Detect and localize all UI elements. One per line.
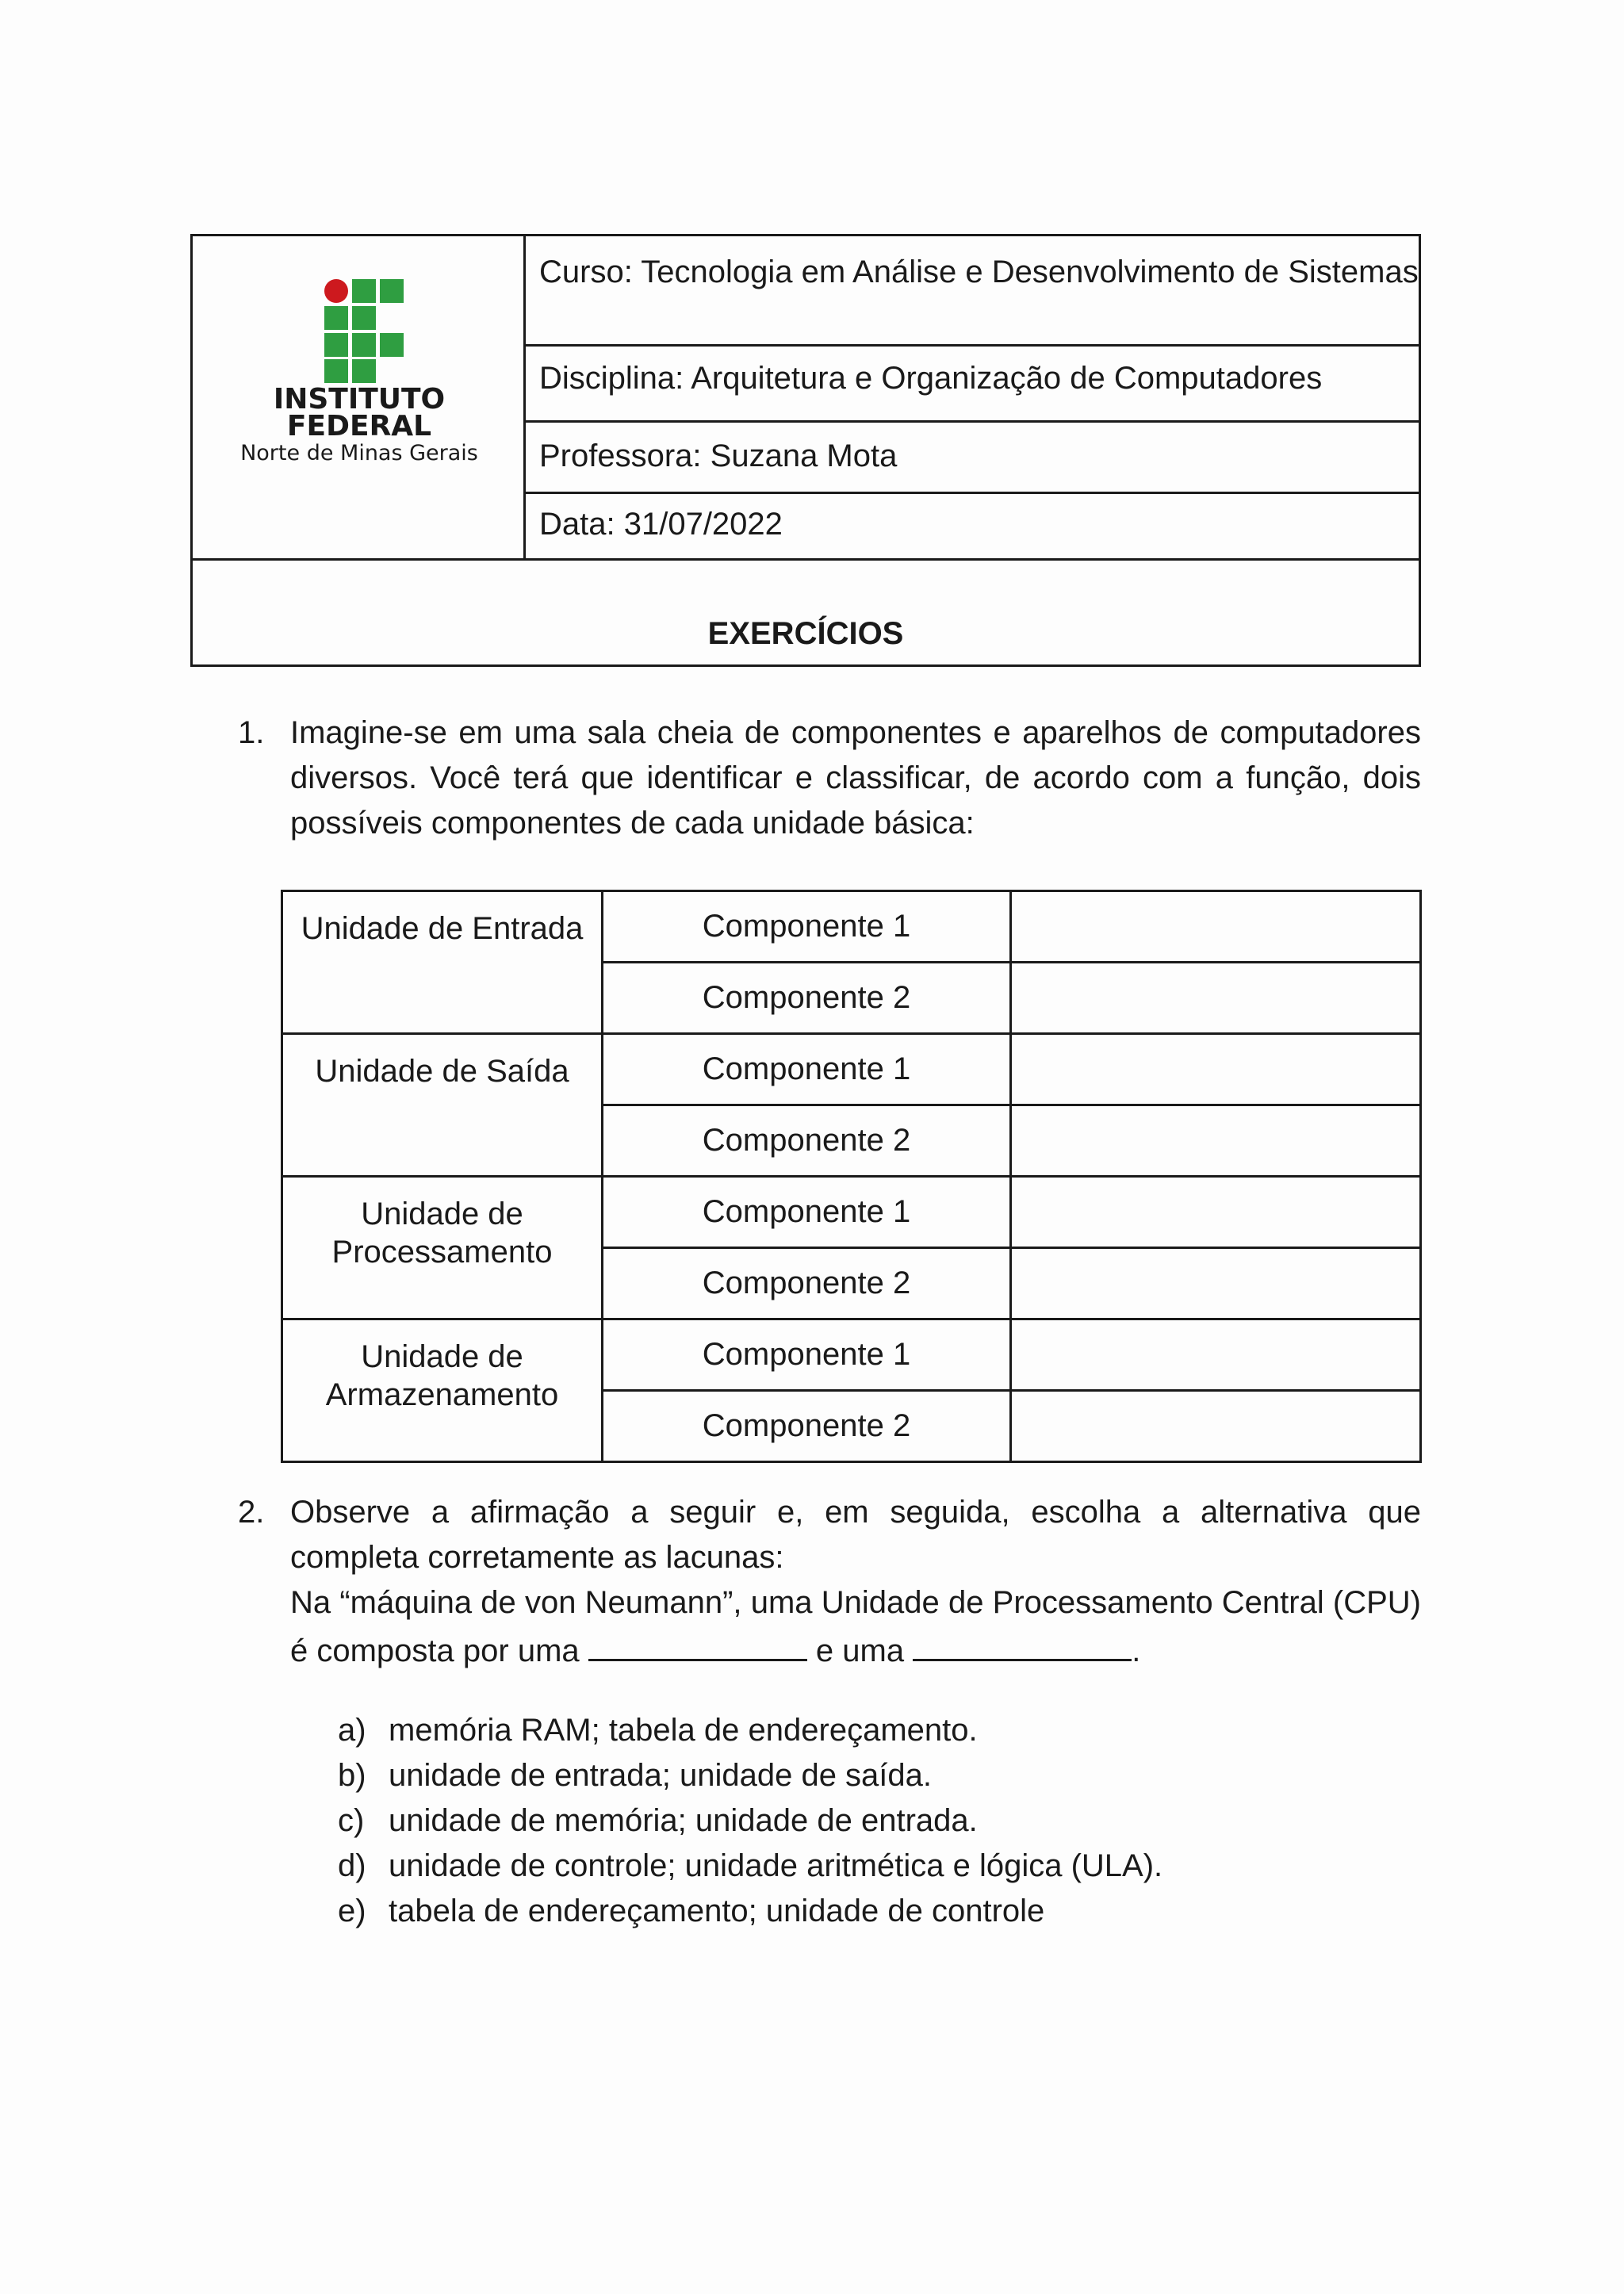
table-row: [282, 1177, 1421, 1248]
answer-cell[interactable]: [1011, 891, 1421, 963]
discipline-field: Disciplina: Arquitetura e Organização de Computadores: [526, 347, 1419, 423]
logo-subtitle: Norte de Minas Gerais: [240, 441, 478, 465]
question-number: 2.: [238, 1495, 265, 1530]
option-letter: b): [338, 1758, 366, 1793]
component-label-cell: Componente 2: [603, 1105, 1011, 1177]
option-letter: d): [338, 1848, 366, 1883]
component-label-cell: Componente 2: [603, 1248, 1011, 1319]
question-text: Imagine-se em uma sala cheia de componentes e aparelhos de computadores diversos. Você terá que identificar e classificar, de acordo com a função, dois possíveis componentes de cada unidade básica:: [290, 715, 1421, 841]
statement-end: .: [1132, 1633, 1141, 1668]
component-label-cell: Componente 2: [603, 1391, 1011, 1462]
course-field: Curso: Tecnologia em Análise e Desenvolvimento de Sistemas: [526, 236, 1419, 347]
logo-name-line1: INSTITUTO: [273, 383, 446, 416]
unit-name-cell: Unidade de Entrada: [282, 891, 603, 1034]
table-row: [282, 891, 1421, 963]
option-letter: e): [338, 1894, 366, 1928]
logo-red-circle: [324, 279, 348, 303]
header-table: [190, 234, 1421, 667]
page-title: EXERCÍCIOS: [193, 558, 1419, 664]
answer-cell[interactable]: [1011, 1177, 1421, 1248]
question-number: 1.: [238, 715, 265, 750]
option-text: memória RAM; tabela de endereçamento.: [389, 1713, 978, 1748]
answer-cell[interactable]: [1011, 1034, 1421, 1105]
table-row: [282, 1034, 1421, 1105]
institute-logo-icon: [324, 278, 411, 383]
component-label-cell: Componente 2: [603, 963, 1011, 1034]
statement-part1: Na “máquina de von Neumann”, uma Unidade de Processamento Central (CPU) é composta por uma: [290, 1585, 1421, 1668]
answer-cell[interactable]: [1011, 1248, 1421, 1319]
answer-cell[interactable]: [1011, 1391, 1421, 1462]
option-text: unidade de entrada; unidade de saída.: [389, 1758, 933, 1793]
unit-name-cell: Unidade de Saída: [282, 1034, 603, 1177]
statement-part2: e uma: [815, 1633, 905, 1668]
option-letter: a): [338, 1713, 366, 1748]
question-text: [290, 1490, 1421, 1674]
option-letter: c): [338, 1803, 365, 1838]
answer-cell[interactable]: [1011, 1319, 1421, 1391]
answer-cell[interactable]: [1011, 963, 1421, 1034]
component-label-cell: Componente 1: [603, 891, 1011, 963]
component-label-cell: Componente 1: [603, 1177, 1011, 1248]
logo-name-line2: FEDERAL: [286, 410, 432, 442]
unit-name-cell: Unidade de Armazenamento: [282, 1319, 603, 1462]
teacher-field: Professora: Suzana Mota: [526, 423, 1419, 494]
component-label-cell: Componente 1: [603, 1319, 1011, 1391]
option-text: unidade de controle; unidade aritmética e lógica (ULA).: [389, 1848, 1163, 1883]
option-text: unidade de memória; unidade de entrada.: [389, 1803, 978, 1838]
option-text: tabela de endereçamento; unidade de controle: [389, 1894, 1045, 1928]
date-field: Data: 31/07/2022: [539, 507, 783, 542]
fill-blank-1[interactable]: [588, 1626, 807, 1661]
component-label-cell: Componente 1: [603, 1034, 1011, 1105]
table-row: [282, 1319, 1421, 1391]
answer-cell[interactable]: [1011, 1105, 1421, 1177]
units-table: [281, 890, 1422, 1463]
question-statement: [290, 1580, 1421, 1674]
fill-blank-2[interactable]: [913, 1626, 1132, 1661]
question-intro: Observe a afirmação a seguir e, em seguida, escolha a alternativa que completa corretamente as lacunas:: [290, 1495, 1421, 1575]
unit-name-cell: Unidade de Processamento: [282, 1177, 603, 1319]
logo-cell: [193, 236, 526, 558]
